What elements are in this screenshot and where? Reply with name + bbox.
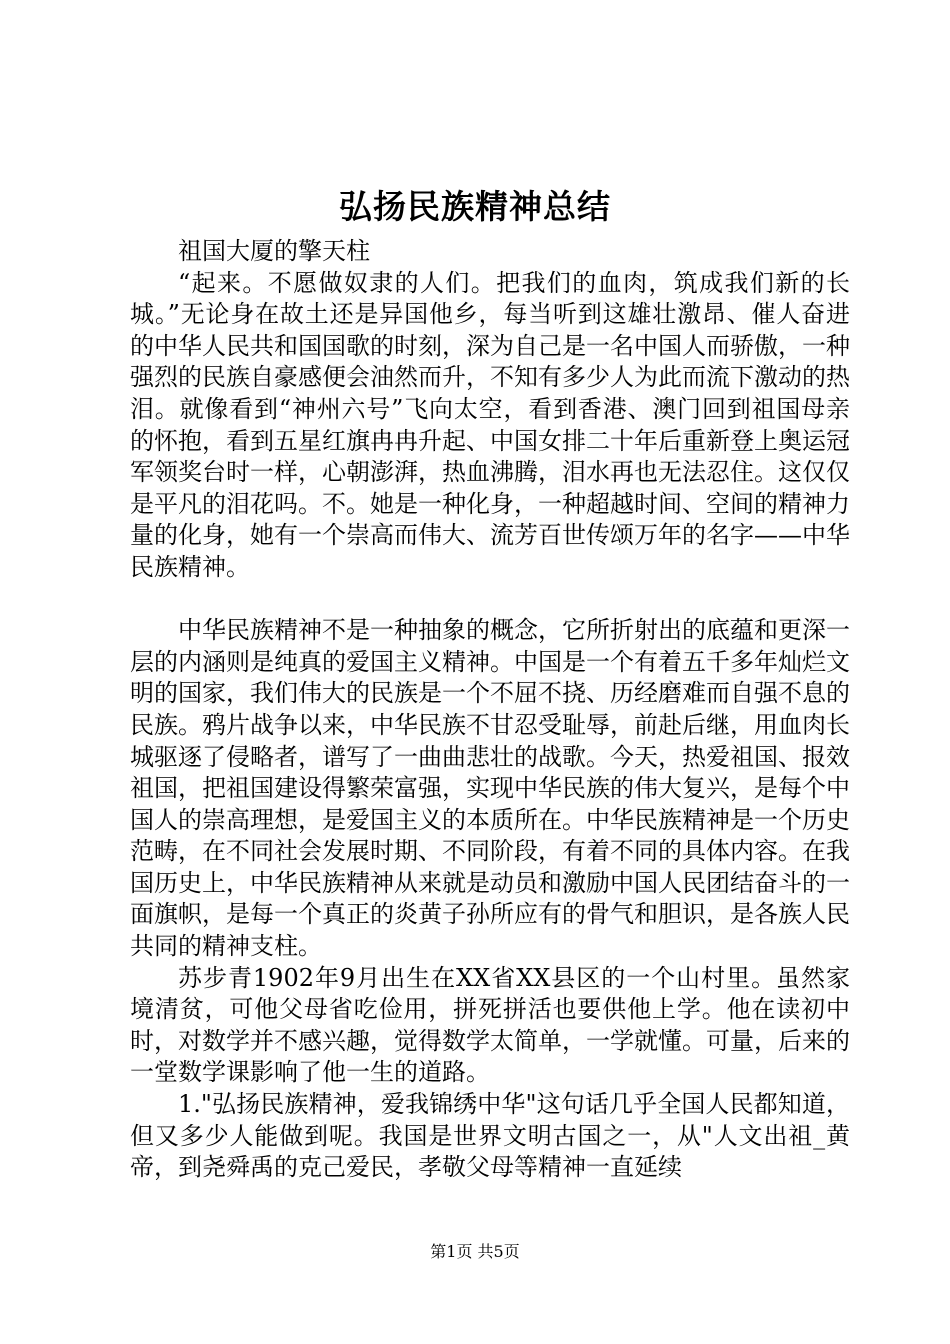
page-number-footer: 第1页 共5页 bbox=[430, 1242, 520, 1261]
document-body bbox=[130, 236, 850, 1184]
paragraph-anthem: “起来。不愿做奴隶的人们。把我们的血肉，筑成我们新的长城。”无论身在故土还是异国他乡，每当听到这雄壮激昂、催人奋进的中华人民共和国国歌的时刻，深为自己是一名中国人而骄傲，一种强烈的民族自豪感便会油然而升，不知有多少人为此而流下激动的热泪。就像看到“神州六号”飞向太空，看到香港、澳门回到祖国母亲的怀抱，看到五星红旗冉冉升起、中国女排二十年后重新登上奥运冠军领奖台时一样，心朝澎湃，热血沸腾，泪水再也无法忍住。这仅仅是平凡的泪花吗。不。她是一种化身，一种超越时间、空间的精神力量的化身，她有一个崇高而伟大、流芳百世传颂万年的名字——中华民族精神。 bbox=[130, 268, 850, 581]
paragraph-numbered-1: 1."弘扬民族精神，爱我锦绣中华"这句话几乎全国人民都知道，但又多少人能做到呢。我国是世界文明古国之一，从"人文出祖_黄帝，到尧舜禹的克己爱民，孝敬父母等精神一直延续 bbox=[130, 1090, 850, 1182]
document-title: 弘扬民族精神总结 bbox=[339, 187, 611, 226]
document-subtitle: 祖国大厦的擎天柱 bbox=[178, 237, 370, 265]
paragraph-su-buqing: 苏步青1902年9月出生在XX省XX县区的一个山村里。虽然家境清贫，可他父母省吃俭用，拼死拼活也要供他上学。他在读初中时，对数学并不感兴趣，觉得数学太简单，一学就懂。可量，后来的一堂数学课影响了他一生的道路。 bbox=[130, 963, 850, 1087]
paragraph-national-spirit: 中华民族精神不是一种抽象的概念，它所折射出的底蕴和更深一层的内涵则是纯真的爱国主义精神。中国是一个有着五千多年灿烂文明的国家，我们伟大的民族是一个不屈不挠、历经磨难而自强不息的民族。鸦片战争以来，中华民族不甘忍受耻辱，前赴后继，用血肉长城驱逐了侵略者，谱写了一曲曲悲壮的战歌。今天，热爱祖国、报效祖国，把祖国建设得繁荣富强，实现中华民族的伟大复兴，是每个中国人的崇高理想，是爱国主义的本质所在。中华民族精神是一个历史范畴，在不同社会发展时期、不同阶段，有着不同的具体内容。在我国历史上，中华民族精神从来就是动员和激励中国人民团结奋斗的一面旗帜，是每一个真正的炎黄子孙所应有的骨气和胆识，是各族人民共同的精神支柱。 bbox=[130, 616, 850, 961]
